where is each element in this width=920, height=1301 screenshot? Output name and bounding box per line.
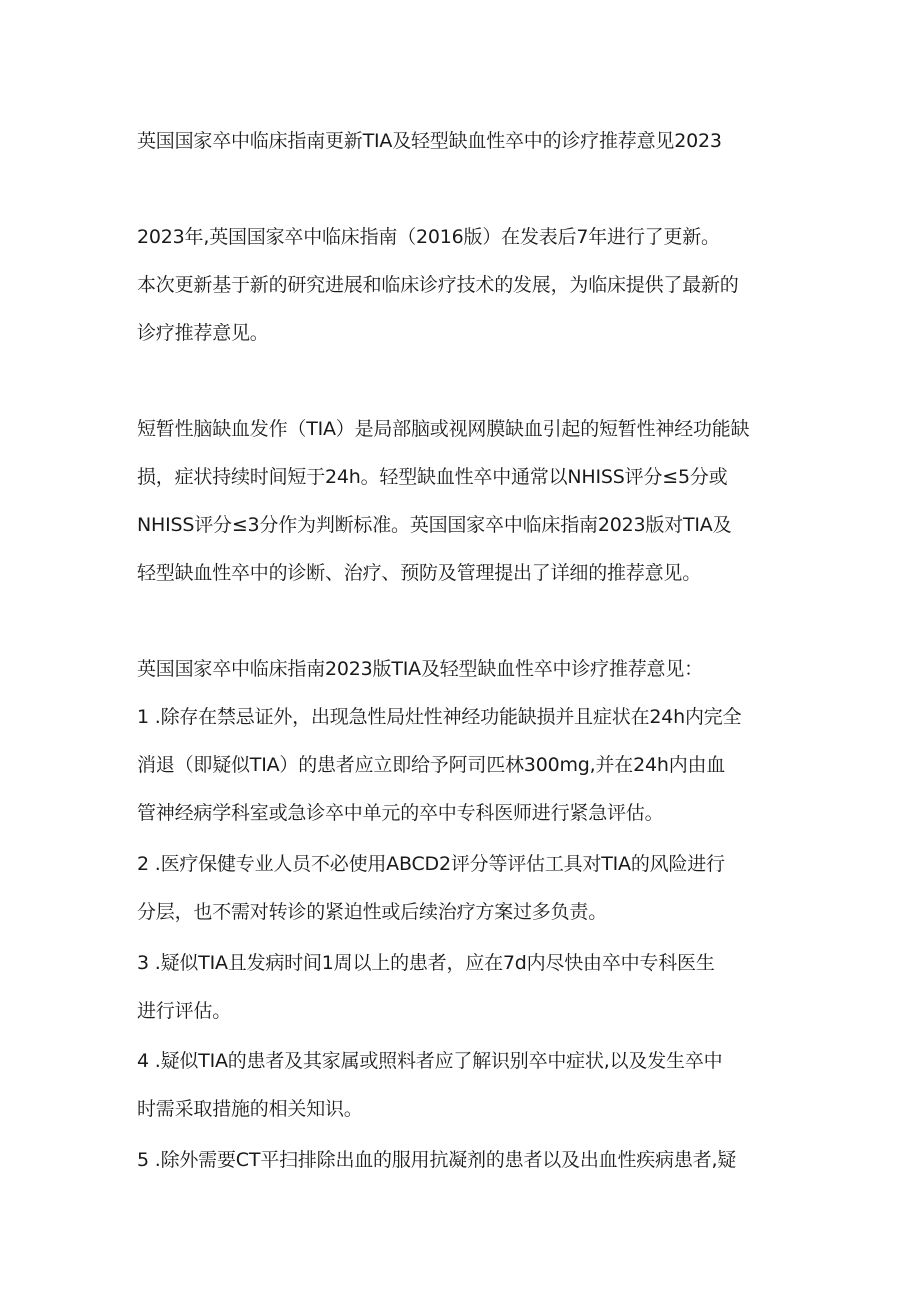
intro-line: 2023年,英国国家卒中临床指南（2016版）在发表后7年进行了更新。 xyxy=(137,226,720,248)
recommendation-line: 管神经病学科室或急诊卒中单元的卒中专科医师进行紧急评估。 xyxy=(137,802,664,824)
recommendation-line: 进行评估。 xyxy=(137,1000,232,1022)
definition-line: NHISS评分≤3分作为判断标准。英国国家卒中临床指南2023版对TIA及 xyxy=(137,514,732,536)
recommendation-line: 4 .疑似TIA的患者及其家属或照料者应了解识别卒中症状,以及发生卒中 xyxy=(137,1050,723,1072)
definition-line: 轻型缺血性卒中的诊断、治疗、预防及管理提出了详细的推荐意见。 xyxy=(137,562,702,584)
recommendation-line: 消退（即疑似TIA）的患者应立即给予阿司匹林300mg,并在24h内由血 xyxy=(137,754,726,776)
recommendations-heading: 英国国家卒中临床指南2023版TIA及轻型缺血性卒中诊疗推荐意见： xyxy=(137,658,703,680)
definition-line: 短暂性脑缺血发作（TIA）是局部脑或视网膜缺血引起的短暂性神经功能缺 xyxy=(137,418,750,440)
recommendation-line: 3 .疑似TIA且发病时间1周以上的患者，应在7d内尽快由卒中专科医生 xyxy=(137,952,715,974)
recommendation-line: 2 .医疗保健专业人员不必使用ABCD2评分等评估工具对TIA的风险进行 xyxy=(137,853,725,875)
recommendation-line: 5 .除外需要CT平扫排除出血的服用抗凝剂的患者以及出血性疾病患者,疑 xyxy=(137,1149,737,1171)
document-title: 英国国家卒中临床指南更新TIA及轻型缺血性卒中的诊疗推荐意见2023 xyxy=(137,130,722,152)
recommendation-line: 时需采取措施的相关知识。 xyxy=(137,1098,363,1120)
intro-line: 诊疗推荐意见。 xyxy=(137,322,269,344)
recommendation-line: 1 .除存在禁忌证外，出现急性局灶性神经功能缺损并且症状在24h内完全 xyxy=(137,706,742,728)
definition-line: 损，症状持续时间短于24h。轻型缺血性卒中通常以NHISS评分≤5分或 xyxy=(137,466,728,488)
intro-line: 本次更新基于新的研究进展和临床诊疗技术的发展，为临床提供了最新的 xyxy=(137,274,739,296)
recommendation-line: 分层，也不需对转诊的紧迫性或后续治疗方案过多负责。 xyxy=(137,901,608,923)
